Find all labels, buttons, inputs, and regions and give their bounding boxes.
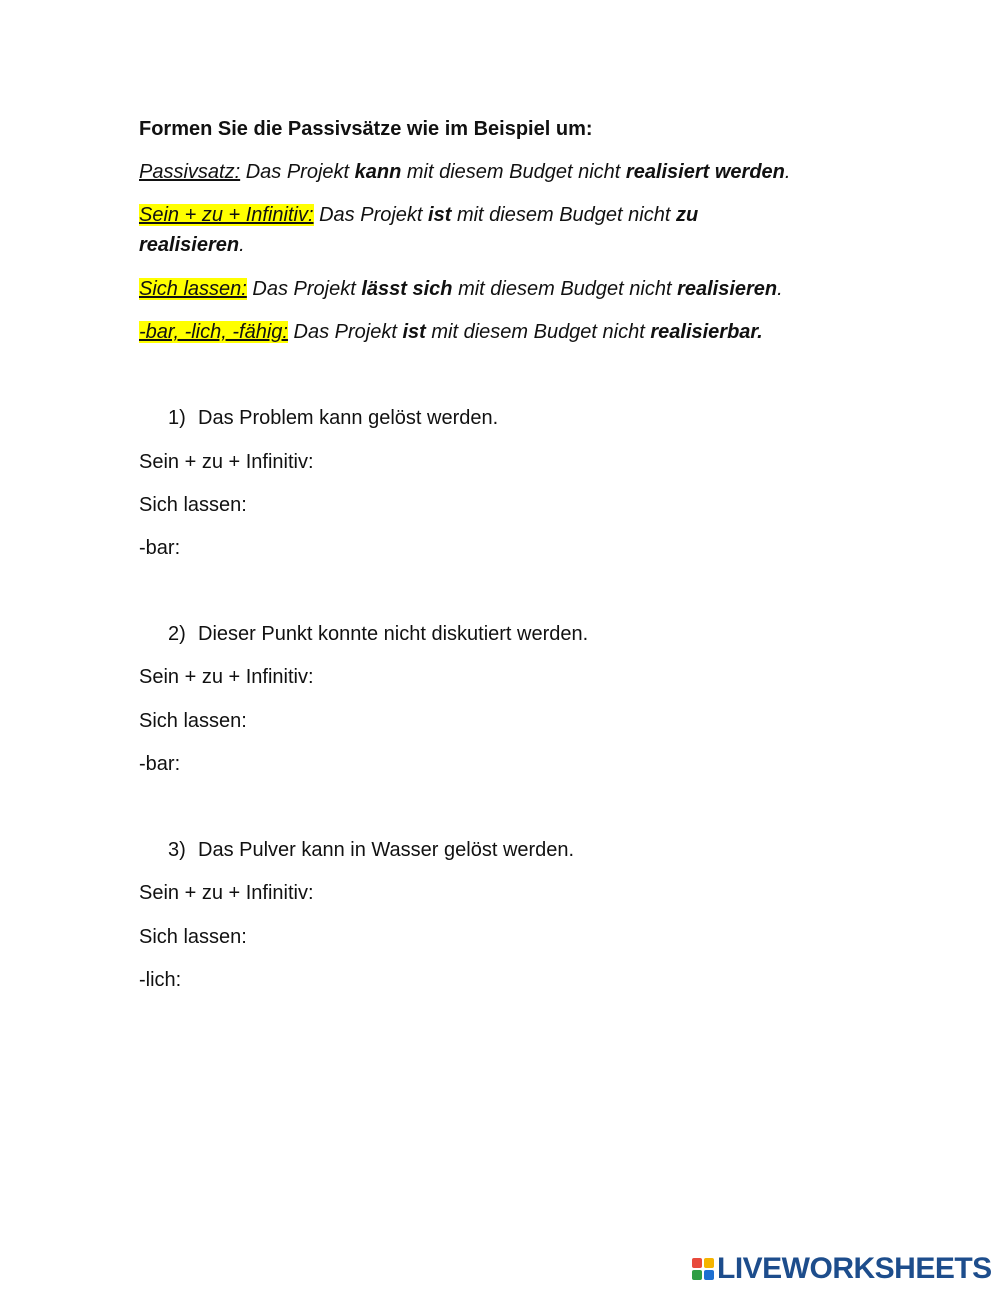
example-text: Das Projekt [252, 278, 362, 300]
logo-square [704, 1258, 714, 1268]
answer-prompt: Sein + zu + Infinitiv: [139, 451, 314, 473]
logo-text: LIVEWORKSHEETS [717, 1252, 992, 1285]
answer-prompt: Sein + zu + Infinitiv: [139, 666, 314, 688]
example-bold: realisieren [139, 234, 240, 256]
example-text: Das Projekt [319, 204, 429, 226]
logo-square [704, 1270, 714, 1280]
example-bold: realisieren [677, 278, 778, 300]
logo-mark-icon [692, 1258, 714, 1280]
answer-prompt: -lich: [139, 969, 182, 991]
example-label: Sein + zu + Infinitiv: [139, 204, 314, 226]
example-bold: ist [428, 204, 452, 226]
exercise-number: 2) [168, 623, 186, 645]
example-bold: ist [402, 321, 426, 343]
example-bold: zu [675, 204, 699, 226]
example-text: . [239, 234, 245, 256]
example-label: Sich lassen: [139, 278, 247, 300]
page-title: Formen Sie die Passivsätze wie im Beispiel um: [139, 118, 593, 140]
exercise-text: Das Pulver kann in Wasser gelöst werden. [198, 839, 575, 861]
example-text: Das Projekt [293, 321, 403, 343]
example-sich-lassen [139, 274, 783, 304]
exercise-number: 1) [168, 407, 186, 429]
example-label: Passivsatz: [139, 161, 241, 183]
example-text: mit diesem Budget nicht [451, 204, 676, 226]
example-text: mit diesem Budget nicht [425, 321, 651, 343]
logo-square [692, 1270, 702, 1280]
example-bold: kann [354, 161, 402, 183]
example-bold: realisierbar. [650, 321, 763, 343]
example-text: . [784, 161, 791, 183]
liveworksheets-logo [692, 1252, 992, 1286]
exercise-text: Dieser Punkt konnte nicht diskutiert werden. [198, 623, 589, 645]
exercise-text: Das Problem kann gelöst werden. [198, 407, 499, 429]
example-text: . [777, 278, 783, 300]
example-bold: lässt sich [361, 278, 453, 300]
example-text: mit diesem Budget nicht [452, 278, 678, 300]
example-label: -bar, -lich, -fähig: [139, 321, 288, 343]
answer-prompt: Sich lassen: [139, 710, 247, 732]
answer-prompt: Sich lassen: [139, 494, 247, 516]
exercise-sentence [168, 403, 498, 433]
logo-square [692, 1258, 702, 1268]
answer-prompt: -bar: [139, 753, 181, 775]
exercise-sentence [168, 835, 574, 865]
answer-prompt: Sein + zu + Infinitiv: [139, 882, 314, 904]
example-sein-zu [139, 200, 698, 230]
exercise-sentence [168, 619, 588, 649]
example-bold: realisiert werden [625, 161, 785, 183]
answer-prompt: Sich lassen: [139, 926, 247, 948]
example-passivsatz [139, 157, 790, 187]
example-text: Das Projekt [245, 161, 355, 183]
example-sein-zu-cont [139, 230, 245, 260]
answer-prompt: -bar: [139, 537, 181, 559]
exercise-number: 3) [168, 839, 186, 861]
example-bar [139, 317, 763, 347]
example-text: mit diesem Budget nicht [401, 161, 626, 183]
